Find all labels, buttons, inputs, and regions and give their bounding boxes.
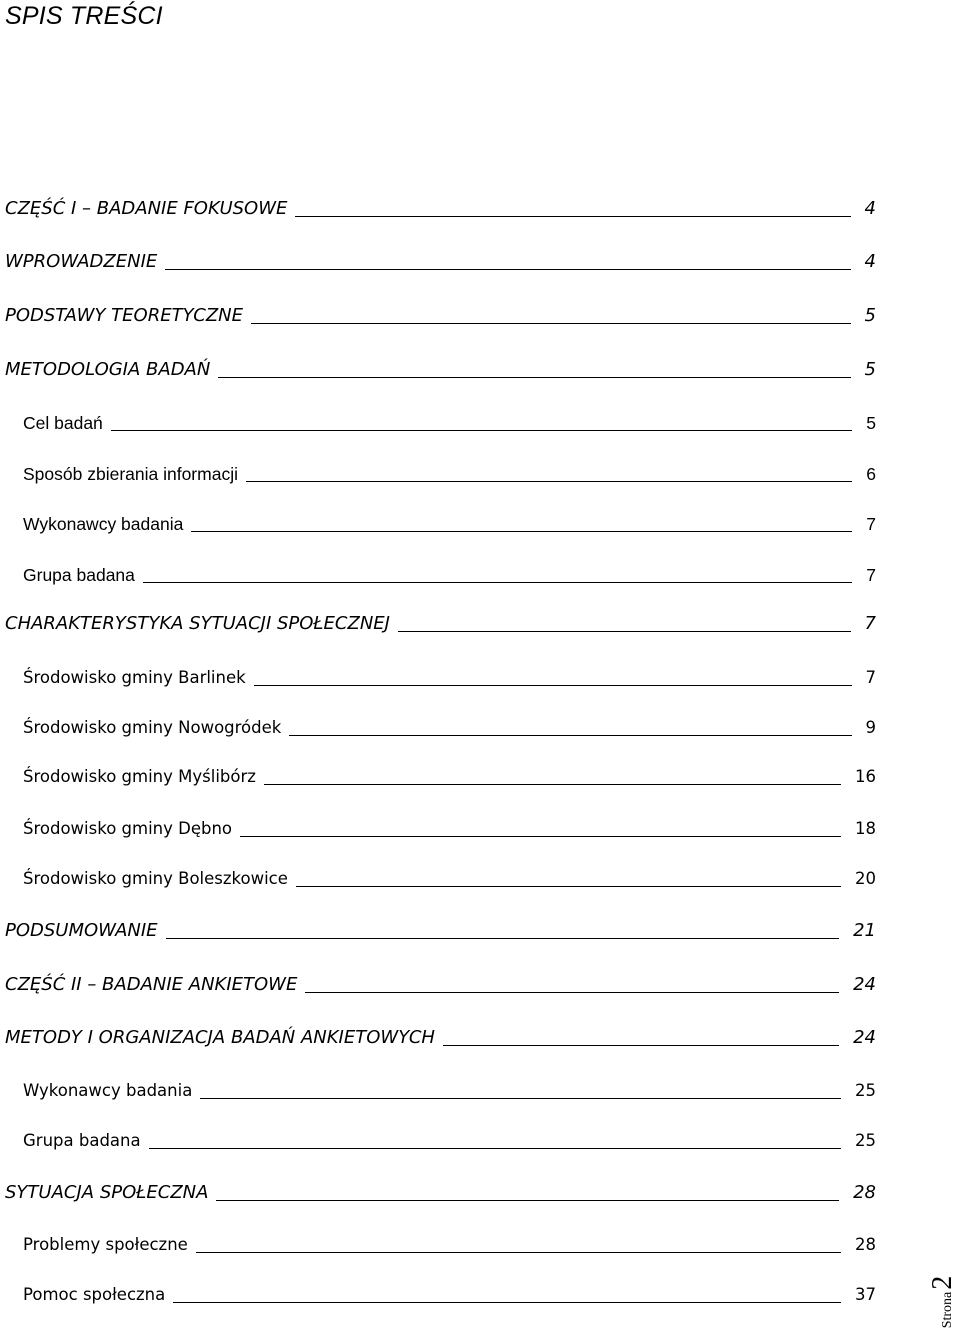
- toc-entry-label: METODOLOGIA BADAŃ: [5, 359, 211, 380]
- toc-entry[interactable]: [5, 610, 876, 634]
- toc-entry-label: Wykonawcy badania: [23, 514, 184, 534]
- toc-entry[interactable]: [23, 815, 876, 839]
- toc-page-number: 9: [865, 718, 876, 737]
- toc-page-number: 5: [864, 305, 876, 326]
- toc-leader-line: [289, 735, 851, 736]
- toc-entry-label: Środowisko gminy Barlinek: [23, 668, 246, 687]
- toc-entry-label: PODSTAWY TEORETYCZNE: [5, 305, 243, 326]
- toc-page-number: 24: [853, 974, 876, 995]
- toc-leader-line: [196, 1252, 841, 1253]
- toc-leader-line: [296, 886, 841, 887]
- toc-entry-label: SYTUACJA SPOŁECZNA: [5, 1182, 209, 1203]
- toc-page-number: 28: [855, 1235, 876, 1254]
- toc-leader-line: [246, 481, 852, 482]
- footer-page-number: 2: [927, 1275, 958, 1290]
- toc-leader-line: [218, 377, 850, 378]
- toc-entry[interactable]: [23, 714, 876, 738]
- toc-leader-line: [305, 992, 839, 993]
- toc-page-number: 4: [864, 198, 876, 219]
- toc-entry[interactable]: [5, 302, 876, 326]
- toc-entry[interactable]: [5, 195, 876, 219]
- toc-leader-line: [295, 216, 850, 217]
- toc-leader-line: [166, 938, 840, 939]
- toc-page-number: 6: [866, 464, 876, 484]
- toc-page-number: 7: [864, 613, 876, 634]
- toc-entry-label: Środowisko gminy Nowogródek: [23, 718, 282, 737]
- toc-page-number: 25: [855, 1081, 876, 1100]
- page-number-footer: [927, 1276, 959, 1329]
- toc-entry-label: Środowisko gminy Myślibórz: [23, 767, 256, 786]
- toc-leader-line: [398, 631, 851, 632]
- toc-leader-line: [264, 784, 841, 785]
- toc-leader-line: [216, 1200, 839, 1201]
- toc-entry-label: CHARAKTERYSTYKA SYTUACJI SPOŁECZNEJ: [5, 613, 390, 634]
- toc-entry[interactable]: [23, 1231, 876, 1255]
- toc-page-number: 4: [864, 251, 876, 272]
- toc-leader-line: [200, 1098, 841, 1099]
- toc-leader-line: [165, 269, 850, 270]
- toc-entry[interactable]: [23, 510, 876, 534]
- toc-entry-label: Grupa badana: [23, 565, 135, 585]
- footer-page-word: Strona: [940, 1291, 955, 1329]
- toc-entry-label: Wykonawcy badania: [23, 1081, 193, 1100]
- toc-leader-line: [254, 685, 852, 686]
- toc-entry[interactable]: [5, 356, 876, 380]
- toc-entry[interactable]: [23, 865, 876, 889]
- toc-entry-label: Problemy społeczne: [23, 1235, 188, 1254]
- toc-entry-label: Środowisko gminy Dębno: [23, 819, 233, 838]
- toc-page-number: 37: [855, 1285, 876, 1304]
- toc-leader-line: [191, 531, 852, 532]
- toc-page-number: 7: [866, 514, 876, 534]
- toc-leader-line: [443, 1045, 839, 1046]
- toc-entry[interactable]: [23, 561, 876, 585]
- toc-leader-line: [143, 582, 852, 583]
- toc-entry-label: Sposób zbierania informacji: [23, 464, 238, 484]
- toc-page-number: 21: [853, 920, 876, 941]
- toc-page-number: 5: [864, 359, 876, 380]
- toc-entry-label: CZĘŚĆ I – BADANIE FOKUSOWE: [5, 198, 288, 219]
- toc-entry[interactable]: [5, 1024, 876, 1048]
- toc-entry[interactable]: [5, 248, 876, 272]
- toc-entry[interactable]: [23, 1077, 876, 1101]
- toc-page-number: 25: [855, 1131, 876, 1150]
- toc-entry[interactable]: [23, 1127, 876, 1151]
- toc-entry[interactable]: [5, 971, 876, 995]
- toc-page-number: 7: [865, 668, 876, 687]
- toc-entry[interactable]: [23, 763, 876, 787]
- toc-entry-label: Środowisko gminy Boleszkowice: [23, 869, 288, 888]
- toc-entry-label: CZĘŚĆ II – BADANIE ANKIETOWE: [5, 974, 298, 995]
- toc-page-number: 28: [853, 1182, 876, 1203]
- toc-entry[interactable]: [5, 917, 876, 941]
- toc-page-number: 16: [855, 767, 876, 786]
- toc-entry-label: WPROWADZENIE: [5, 251, 158, 272]
- toc-entry-label: METODY I ORGANIZACJA BADAŃ ANKIETOWYCH: [5, 1027, 435, 1048]
- toc-entry[interactable]: [5, 1179, 876, 1203]
- toc-entry-label: Grupa badana: [23, 1131, 141, 1150]
- toc-page-number: 7: [866, 565, 876, 585]
- toc-page-number: 20: [855, 869, 876, 888]
- toc-leader-line: [251, 323, 851, 324]
- toc-page-number: 18: [855, 819, 876, 838]
- page-title: SPIS TREŚCI: [5, 2, 163, 30]
- toc-entry[interactable]: [23, 1281, 876, 1305]
- page-footer: [928, 1262, 958, 1342]
- toc-entry[interactable]: [23, 409, 876, 433]
- toc-leader-line: [240, 836, 841, 837]
- toc-entry-label: Cel badań: [23, 413, 103, 433]
- toc-entry-label: PODSUMOWANIE: [5, 920, 158, 941]
- toc-page-number: 24: [853, 1027, 876, 1048]
- toc-leader-line: [149, 1148, 841, 1149]
- toc-entry-label: Pomoc społeczna: [23, 1285, 166, 1304]
- toc-page-number: 5: [866, 413, 876, 433]
- toc-leader-line: [173, 1302, 841, 1303]
- toc-entry[interactable]: [23, 460, 876, 484]
- toc-entry[interactable]: [23, 664, 876, 688]
- toc-leader-line: [111, 430, 852, 431]
